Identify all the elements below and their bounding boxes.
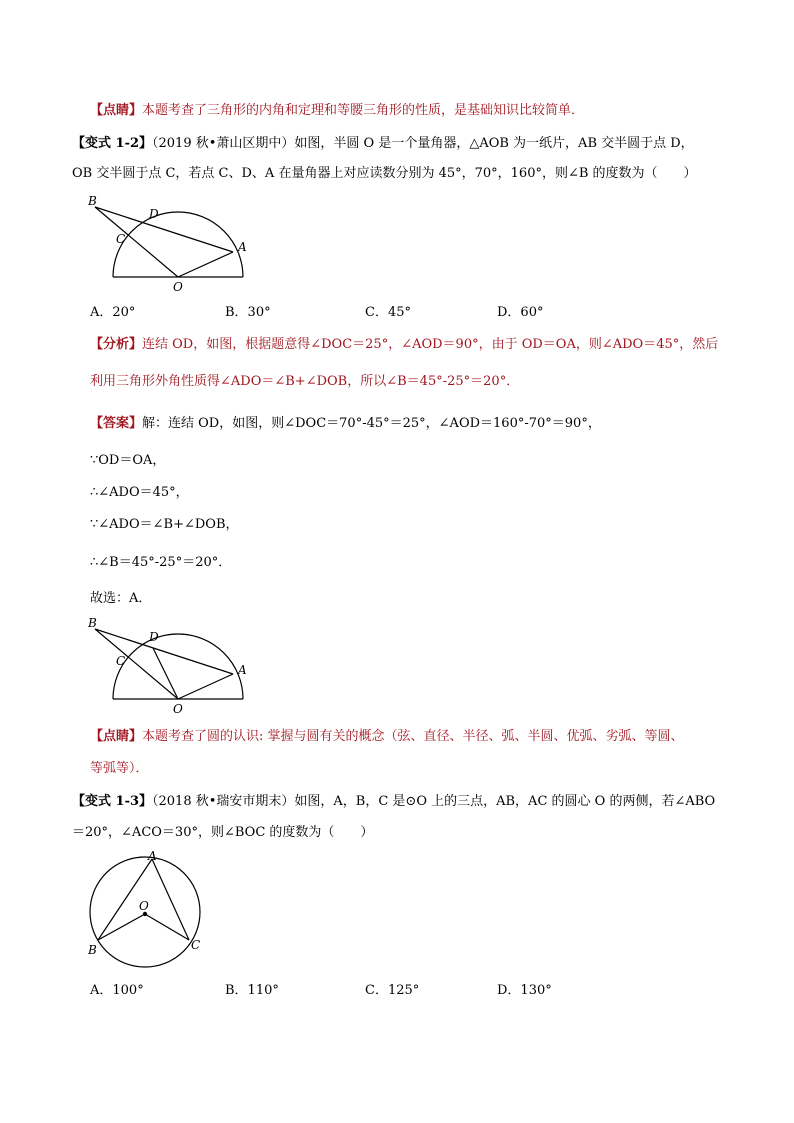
answer-line-5: ∴∠B＝45°-25°＝20°． (90, 555, 232, 570)
option-c: C．125° (365, 983, 420, 998)
question-tag: 【变式 1-2】 (72, 136, 153, 151)
answer-text-1: 解：连结 OD，如图，则∠DOC＝70°-45°＝25°，∠AOD＝160°-70°＝90°， (142, 416, 601, 431)
label-B: B (88, 616, 97, 630)
question-tag: 【变式 1-3】 (72, 794, 153, 809)
segment-BO (98, 914, 145, 940)
label-O: O (139, 899, 149, 913)
comment-head: 【点睛】 (90, 729, 143, 744)
question-1-3-line-2: ＝20°，∠ACO＝30°，则∠BOC 的度数为（ ） (72, 825, 374, 840)
label-C: C (191, 938, 201, 952)
option-b: B．110° (225, 983, 279, 998)
comment-text: 本题考查了圆的认识: 掌握与圆有关的概念（弦、直径、半径、弧、半圆、优弧、劣弧、等圆、 (142, 729, 684, 744)
comment-text: 本题考查了三角形的内角和定理和等腰三角形的性质，是基础知识比较简单． (142, 103, 585, 118)
comment-head: 【点睛】 (90, 103, 143, 118)
label-B: B (88, 943, 97, 957)
option-a: A．20° (90, 305, 136, 320)
analysis-text-1: 连结 OD，如图，根据题意得∠DOC＝25°，∠AOD＝90°，由于 OD＝OA，则∠ADO＝45°，然后 (142, 337, 719, 352)
comment-paragraph-2-line-2: 等弧等）． (90, 761, 149, 776)
label-C: C (116, 232, 126, 246)
option-b: B．30° (225, 305, 271, 320)
label-D: D (149, 207, 159, 221)
answer-line-2: ∵OD＝OA， (90, 453, 166, 468)
label-B: B (88, 194, 97, 208)
answer-line-3: ∴∠ADO＝45°， (90, 485, 189, 500)
question-source: （2019 秋•萧山区期中） (152, 136, 295, 151)
option-d: D．130° (497, 983, 552, 998)
label-O: O (173, 702, 183, 716)
segment-AC (152, 859, 189, 940)
label-O: O (173, 280, 183, 294)
option-a: A．100° (90, 983, 144, 998)
question-1-2-line-2: OB 交半圆于点 C，若点 C、D、A 在量角器上对应读数分别为 45°，70°，160°，则∠B 的度数为（ ） (72, 166, 697, 181)
question-text-1: 如图，A，B，C 是⊙O 上的三点，AB，AC 的圆心 O 的两侧，若∠ABO (294, 794, 716, 809)
label-A: A (238, 240, 247, 254)
question-source: （2018 秋•瑞安市期末） (152, 794, 295, 809)
option-c: C．45° (365, 305, 411, 320)
label-D: D (149, 630, 159, 644)
segment-CO (145, 914, 189, 940)
answer-head: 【答案】 (90, 416, 143, 431)
answer-line-4: ∵∠ADO＝∠B+∠DOB， (90, 517, 239, 532)
option-d: D．60° (497, 305, 544, 320)
answer-line-6: 故选：A． (90, 591, 152, 606)
question-text-1: 如图，半圆 O 是一个量角器，△AOB 为一纸片，AB 交半圆于点 D， (294, 136, 694, 151)
analysis-head: 【分析】 (90, 337, 143, 352)
label-C: C (116, 654, 126, 668)
label-A: A (238, 663, 247, 677)
analysis-line-2: 利用三角形外角性质得∠ADO＝∠B+∠DOB，所以∠B＝45°-25°＝20°． (90, 374, 520, 389)
label-A: A (148, 849, 157, 863)
